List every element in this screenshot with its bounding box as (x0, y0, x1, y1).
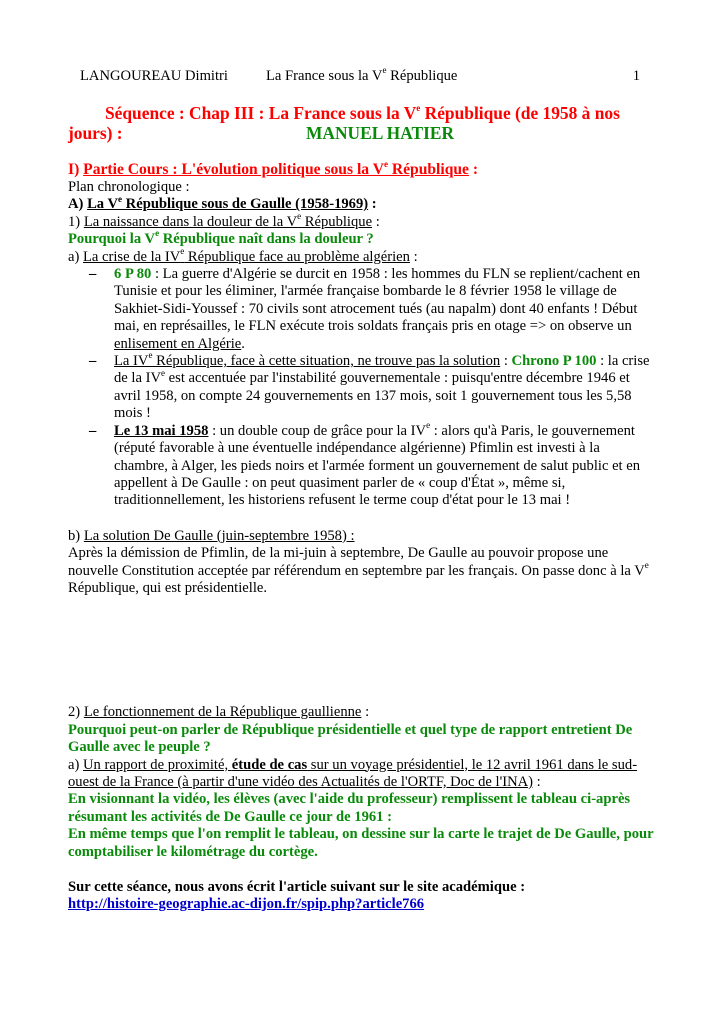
list-item: – 6 P 80 : La guerre d'Algérie se durcit en 1958 : les hommes du FLN se replient/cachent en Tunisie et pour les éliminer, l'armée française bombarde le 8 février 1958 le village de Sakhiet-Sidi-Youssef : 70 civils sont atrocement tués (au napalm) dont 40 enfants ! Début mai, en représailles, le FLN exécute trois soldats français pris en otage => on observe un enlisement en Algérie. (89, 266, 641, 352)
subsection-1-heading: 1) La naissance dans la douleur de la Ve République : (68, 210, 380, 230)
article-link[interactable]: http://histoire-geographie.ac-dijon.fr/spip.php?article766 (68, 896, 425, 913)
header-title: La France sous la Ve République (266, 65, 458, 84)
dash-bullet: – (89, 266, 97, 283)
dash-bullet: – (89, 422, 97, 439)
publisher-name: MANUEL HATIER (306, 123, 454, 143)
sequence-title-line1: Séquence : Chap III : La France sous la Ve République (de 1958 à nos (105, 103, 620, 123)
question-1: Pourquoi la Ve République naît dans la douleur ? (68, 228, 374, 248)
sequence-title-line2: jours) : MANUEL HATIER (68, 123, 454, 143)
header-page-number: 1 (632, 68, 640, 84)
point-a2-heading: a) Un rapport de proximité, étude de cas sur un voyage présidentiel, le 12 avril 1961 dans le sud-ouest de la France (à partir d'une vidéo des Actualités de l'ORTF, Doc de l'INA) : (68, 756, 638, 790)
plan-label: Plan chronologique : (68, 179, 190, 195)
instruction-map: En même temps que l'on remplit le tableau, on dessine sur la carte le trajet de De Gaulle, pour comptabiliser le kilométrage du cortège. (68, 826, 654, 860)
point-b-text: Après la démission de Pfimlin, de la mi-juin à septembre, De Gaulle au pouvoir propose une nouvelle Constitution acceptée par référendum en septembre par les français. On passe donc à la Ve République, qui est présidentielle. (68, 545, 649, 596)
list-item: – Le 13 mai 1958 : un double coup de grâce pour la IVe : alors qu'à Paris, le gouvernement (réputé favorable à une éventuelle indépendance algérienne) Pfimlin est investi à la chambre, à Alger, les pieds noirs et l'armée forment un gouvernement de salut public et en appellent à De Gaulle : on peut quasiment parler de « coup d'État », même si, traditionnellement, les historiens refusent le terme coup d'état pour le 13 mai ! (89, 419, 641, 509)
dash-bullet: – (89, 353, 97, 370)
question-2: Pourquoi peut-on parler de République présidentielle et quel type de rapport entretient De Gaulle avec le peuple ? (68, 721, 633, 756)
list-item: – La IVe République, face à cette situation, ne trouve pas la solution : Chrono P 100 : la crise de la IVe est accentuée par l'instabilité gouvernementale : puisqu'entre décembre 1946 et avril 1958, on compte 24 gouvernements en 137 mois, soit 1 gouvernement tous les 5,58 mois ! (89, 350, 650, 422)
sequence-title (68, 103, 648, 143)
header-author: LANGOUREAU Dimitri (80, 68, 228, 84)
section-a-heading: A) La Ve République sous de Gaulle (1958-1969) : (68, 193, 377, 213)
page-header (80, 65, 640, 86)
page-reference: 6 P 80 (114, 266, 152, 283)
date-highlight: Le 13 mai 1958 (114, 422, 209, 439)
instruction-video: En visionnant la vidéo, les élèves (avec l'aide du professeur) remplissent le tableau ci-après résumant les activités de De Gaulle ce jour de 1961 : (68, 791, 631, 825)
closing-note: Sur cette séance, nous avons écrit l'article suivant sur le site académique : (68, 879, 526, 895)
point-b-heading: b) La solution De Gaulle (juin-septembre 1958) : (68, 527, 355, 544)
part-title: I) Partie Cours : L'évolution politique sous la Ve République : (68, 158, 479, 178)
document-body (68, 158, 656, 914)
crisis-bullet-list (68, 266, 656, 510)
subsection-2-heading: 2) Le fonctionnement de la République gaullienne : (68, 704, 370, 721)
point-a-heading: a) La crise de la IVe République face au problème algérien : (68, 245, 418, 265)
page-reference: Chrono P 100 (511, 353, 597, 370)
